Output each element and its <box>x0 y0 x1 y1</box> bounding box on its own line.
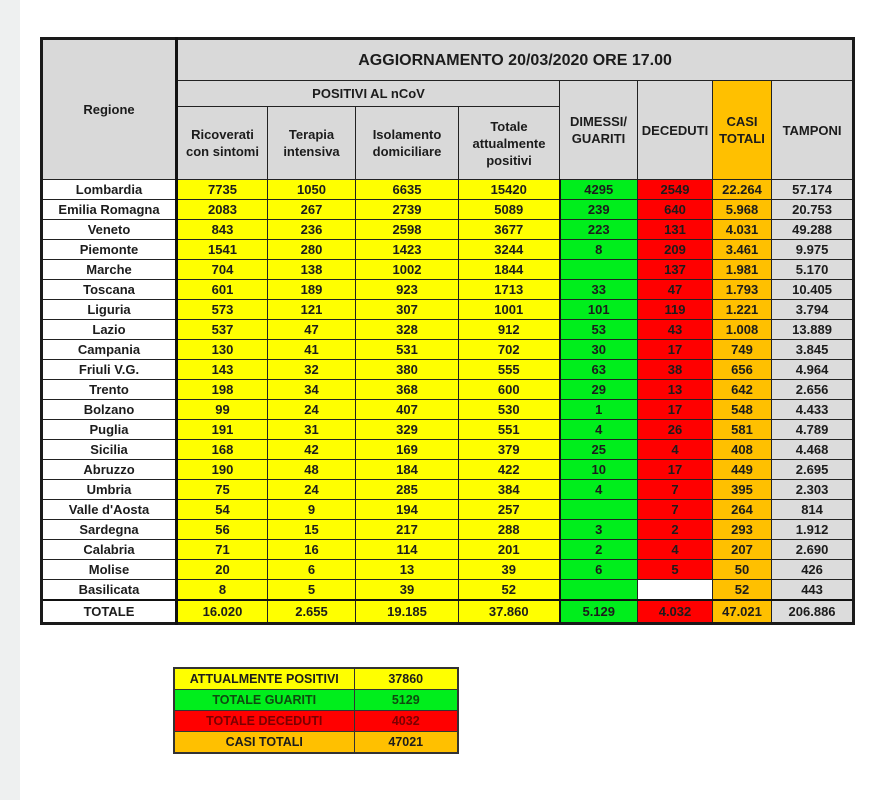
dimessi-cell: 53 <box>560 320 638 340</box>
terapia-cell: 31 <box>268 420 356 440</box>
totale-positivi-cell: 5089 <box>459 200 560 220</box>
deceduti-cell: 26 <box>638 420 713 440</box>
table-row <box>42 340 854 360</box>
dimessi-cell: 1 <box>560 400 638 420</box>
region-cell: Liguria <box>42 300 177 320</box>
dimessi-cell: 8 <box>560 240 638 260</box>
table-row <box>42 520 854 540</box>
totale-positivi-cell: 384 <box>459 480 560 500</box>
table-row <box>42 380 854 400</box>
region-cell: Puglia <box>42 420 177 440</box>
region-cell: Trento <box>42 380 177 400</box>
dimessi-cell <box>560 580 638 601</box>
totale-positivi-cell: 37.860 <box>459 600 560 624</box>
header-ricoverati: Ricoverati con sintomi <box>177 107 268 180</box>
tamponi-cell: 814 <box>772 500 854 520</box>
region-cell: Abruzzo <box>42 460 177 480</box>
deceduti-cell: 5 <box>638 560 713 580</box>
region-cell: Sardegna <box>42 520 177 540</box>
terapia-cell: 9 <box>268 500 356 520</box>
casi-totali-cell: 47.021 <box>713 600 772 624</box>
terapia-cell: 32 <box>268 360 356 380</box>
region-cell: Lazio <box>42 320 177 340</box>
table-row <box>42 220 854 240</box>
tamponi-cell: 57.174 <box>772 180 854 200</box>
table-title: AGGIORNAMENTO 20/03/2020 ORE 17.00 <box>177 39 854 81</box>
ricoverati-cell: 99 <box>177 400 268 420</box>
region-cell: Friuli V.G. <box>42 360 177 380</box>
dimessi-cell: 4 <box>560 480 638 500</box>
casi-totali-cell: 581 <box>713 420 772 440</box>
table-row <box>42 500 854 520</box>
totale-positivi-cell: 288 <box>459 520 560 540</box>
summary-value: 5129 <box>354 690 458 711</box>
casi-totali-cell: 1.221 <box>713 300 772 320</box>
terapia-cell: 138 <box>268 260 356 280</box>
table-row <box>42 540 854 560</box>
casi-totali-cell: 4.031 <box>713 220 772 240</box>
summary-row-positivi <box>174 668 458 690</box>
region-cell: Bolzano <box>42 400 177 420</box>
deceduti-cell: 47 <box>638 280 713 300</box>
header-totale-positivi: Totale attualmente positivi <box>459 107 560 180</box>
terapia-cell: 280 <box>268 240 356 260</box>
region-cell: Campania <box>42 340 177 360</box>
region-cell: Piemonte <box>42 240 177 260</box>
header-tamponi: TAMPONI <box>772 81 854 180</box>
table-row <box>42 320 854 340</box>
totale-positivi-cell: 702 <box>459 340 560 360</box>
totale-positivi-cell: 52 <box>459 580 560 601</box>
dimessi-cell: 10 <box>560 460 638 480</box>
ricoverati-cell: 20 <box>177 560 268 580</box>
deceduti-cell: 7 <box>638 480 713 500</box>
tamponi-cell: 5.170 <box>772 260 854 280</box>
terapia-cell: 34 <box>268 380 356 400</box>
ricoverati-cell: 843 <box>177 220 268 240</box>
isolamento-cell: 2739 <box>356 200 459 220</box>
dimessi-cell: 3 <box>560 520 638 540</box>
ricoverati-cell: 191 <box>177 420 268 440</box>
table-row <box>42 580 854 601</box>
dimessi-cell: 33 <box>560 280 638 300</box>
isolamento-cell: 1002 <box>356 260 459 280</box>
deceduti-cell: 13 <box>638 380 713 400</box>
tamponi-cell: 4.964 <box>772 360 854 380</box>
summary-label: TOTALE DECEDUTI <box>174 711 354 732</box>
isolamento-cell: 114 <box>356 540 459 560</box>
casi-totali-cell: 1.981 <box>713 260 772 280</box>
summary-value: 37860 <box>354 668 458 690</box>
dimessi-cell: 239 <box>560 200 638 220</box>
tamponi-cell: 10.405 <box>772 280 854 300</box>
ricoverati-cell: 143 <box>177 360 268 380</box>
table-row <box>42 460 854 480</box>
deceduti-cell: 2549 <box>638 180 713 200</box>
tamponi-cell: 9.975 <box>772 240 854 260</box>
dimessi-cell: 30 <box>560 340 638 360</box>
ricoverati-cell: 573 <box>177 300 268 320</box>
left-edge-strip <box>0 0 20 800</box>
tamponi-cell: 4.789 <box>772 420 854 440</box>
region-cell: Lombardia <box>42 180 177 200</box>
ricoverati-cell: 704 <box>177 260 268 280</box>
totale-positivi-cell: 912 <box>459 320 560 340</box>
isolamento-cell: 407 <box>356 400 459 420</box>
isolamento-cell: 307 <box>356 300 459 320</box>
isolamento-cell: 184 <box>356 460 459 480</box>
deceduti-cell: 4.032 <box>638 600 713 624</box>
casi-totali-cell: 5.968 <box>713 200 772 220</box>
terapia-cell: 16 <box>268 540 356 560</box>
ricoverati-cell: 537 <box>177 320 268 340</box>
ricoverati-cell: 16.020 <box>177 600 268 624</box>
deceduti-cell: 119 <box>638 300 713 320</box>
terapia-cell: 15 <box>268 520 356 540</box>
totale-positivi-cell: 3244 <box>459 240 560 260</box>
table-row <box>42 400 854 420</box>
casi-totali-cell: 408 <box>713 440 772 460</box>
tamponi-cell: 13.889 <box>772 320 854 340</box>
covid-regional-table <box>40 37 855 625</box>
tamponi-cell: 426 <box>772 560 854 580</box>
summary-value: 47021 <box>354 732 458 754</box>
deceduti-cell: 137 <box>638 260 713 280</box>
isolamento-cell: 2598 <box>356 220 459 240</box>
casi-totali-cell: 50 <box>713 560 772 580</box>
tamponi-cell: 2.656 <box>772 380 854 400</box>
isolamento-cell: 285 <box>356 480 459 500</box>
ricoverati-cell: 8 <box>177 580 268 601</box>
table-row <box>42 480 854 500</box>
summary-row-deceduti <box>174 711 458 732</box>
table-row <box>42 440 854 460</box>
dimessi-cell: 6 <box>560 560 638 580</box>
dimessi-cell: 29 <box>560 380 638 400</box>
ricoverati-cell: 56 <box>177 520 268 540</box>
casi-totali-cell: 548 <box>713 400 772 420</box>
terapia-cell: 41 <box>268 340 356 360</box>
casi-totali-cell: 749 <box>713 340 772 360</box>
tamponi-cell: 4.433 <box>772 400 854 420</box>
totale-positivi-cell: 1713 <box>459 280 560 300</box>
region-cell: Marche <box>42 260 177 280</box>
totale-positivi-cell: 600 <box>459 380 560 400</box>
casi-totali-cell: 264 <box>713 500 772 520</box>
totale-positivi-cell: 39 <box>459 560 560 580</box>
region-cell: Toscana <box>42 280 177 300</box>
summary-row-casi <box>174 732 458 754</box>
totale-row <box>42 600 854 624</box>
isolamento-cell: 13 <box>356 560 459 580</box>
header-regione: Regione <box>42 39 177 180</box>
isolamento-cell: 19.185 <box>356 600 459 624</box>
deceduti-cell: 4 <box>638 440 713 460</box>
tamponi-cell: 4.468 <box>772 440 854 460</box>
deceduti-cell: 43 <box>638 320 713 340</box>
deceduti-cell: 4 <box>638 540 713 560</box>
tamponi-cell: 3.794 <box>772 300 854 320</box>
terapia-cell: 24 <box>268 400 356 420</box>
header-terapia: Terapia intensiva <box>268 107 356 180</box>
isolamento-cell: 368 <box>356 380 459 400</box>
table-row <box>42 360 854 380</box>
dimessi-cell: 4 <box>560 420 638 440</box>
tamponi-cell: 1.912 <box>772 520 854 540</box>
tamponi-cell: 49.288 <box>772 220 854 240</box>
isolamento-cell: 39 <box>356 580 459 601</box>
terapia-cell: 121 <box>268 300 356 320</box>
dimessi-cell: 101 <box>560 300 638 320</box>
isolamento-cell: 169 <box>356 440 459 460</box>
table-row <box>42 280 854 300</box>
casi-totali-cell: 656 <box>713 360 772 380</box>
header-casi-totali: CASI TOTALI <box>713 81 772 180</box>
terapia-cell: 189 <box>268 280 356 300</box>
ricoverati-cell: 2083 <box>177 200 268 220</box>
isolamento-cell: 923 <box>356 280 459 300</box>
tamponi-cell: 2.303 <box>772 480 854 500</box>
region-cell: Valle d'Aosta <box>42 500 177 520</box>
dimessi-cell: 63 <box>560 360 638 380</box>
dimessi-cell: 4295 <box>560 180 638 200</box>
dimessi-cell <box>560 500 638 520</box>
table-row <box>42 240 854 260</box>
totale-positivi-cell: 1844 <box>459 260 560 280</box>
deceduti-cell: 17 <box>638 460 713 480</box>
terapia-cell: 5 <box>268 580 356 601</box>
ricoverati-cell: 1541 <box>177 240 268 260</box>
summary-value: 4032 <box>354 711 458 732</box>
summary-label: CASI TOTALI <box>174 732 354 754</box>
totale-positivi-cell: 551 <box>459 420 560 440</box>
dimessi-cell: 5.129 <box>560 600 638 624</box>
dimessi-cell: 2 <box>560 540 638 560</box>
terapia-cell: 42 <box>268 440 356 460</box>
totale-positivi-cell: 201 <box>459 540 560 560</box>
terapia-cell: 2.655 <box>268 600 356 624</box>
header-dimessi: DIMESSI/ GUARITI <box>560 81 638 180</box>
totale-positivi-cell: 530 <box>459 400 560 420</box>
tamponi-cell: 443 <box>772 580 854 601</box>
totale-positivi-cell: 257 <box>459 500 560 520</box>
deceduti-cell: 17 <box>638 400 713 420</box>
deceduti-cell: 38 <box>638 360 713 380</box>
isolamento-cell: 6635 <box>356 180 459 200</box>
terapia-cell: 1050 <box>268 180 356 200</box>
totale-positivi-cell: 15420 <box>459 180 560 200</box>
casi-totali-cell: 395 <box>713 480 772 500</box>
terapia-cell: 47 <box>268 320 356 340</box>
header-isolamento: Isolamento domiciliare <box>356 107 459 180</box>
ricoverati-cell: 190 <box>177 460 268 480</box>
table-row <box>42 560 854 580</box>
ricoverati-cell: 71 <box>177 540 268 560</box>
totale-positivi-cell: 422 <box>459 460 560 480</box>
isolamento-cell: 217 <box>356 520 459 540</box>
tamponi-cell: 20.753 <box>772 200 854 220</box>
terapia-cell: 6 <box>268 560 356 580</box>
terapia-cell: 48 <box>268 460 356 480</box>
casi-totali-cell: 1.008 <box>713 320 772 340</box>
table-row <box>42 200 854 220</box>
table-row <box>42 180 854 200</box>
ricoverati-cell: 198 <box>177 380 268 400</box>
deceduti-cell: 131 <box>638 220 713 240</box>
ricoverati-cell: 54 <box>177 500 268 520</box>
ricoverati-cell: 130 <box>177 340 268 360</box>
dimessi-cell: 223 <box>560 220 638 240</box>
terapia-cell: 24 <box>268 480 356 500</box>
deceduti-cell: 640 <box>638 200 713 220</box>
casi-totali-cell: 293 <box>713 520 772 540</box>
totale-positivi-cell: 1001 <box>459 300 560 320</box>
deceduti-cell: 2 <box>638 520 713 540</box>
dimessi-cell <box>560 260 638 280</box>
header-positivi-group: POSITIVI AL nCoV <box>177 81 560 107</box>
totale-positivi-cell: 379 <box>459 440 560 460</box>
terapia-cell: 267 <box>268 200 356 220</box>
tamponi-cell: 3.845 <box>772 340 854 360</box>
deceduti-cell: 7 <box>638 500 713 520</box>
region-cell: TOTALE <box>42 600 177 624</box>
casi-totali-cell: 22.264 <box>713 180 772 200</box>
ricoverati-cell: 168 <box>177 440 268 460</box>
header-deceduti: DECEDUTI <box>638 81 713 180</box>
casi-totali-cell: 449 <box>713 460 772 480</box>
terapia-cell: 236 <box>268 220 356 240</box>
isolamento-cell: 328 <box>356 320 459 340</box>
casi-totali-cell: 3.461 <box>713 240 772 260</box>
region-cell: Veneto <box>42 220 177 240</box>
table-row <box>42 260 854 280</box>
table-row <box>42 300 854 320</box>
deceduti-cell <box>638 580 713 601</box>
summary-row-guariti <box>174 690 458 711</box>
ricoverati-cell: 601 <box>177 280 268 300</box>
summary-label: TOTALE GUARITI <box>174 690 354 711</box>
ricoverati-cell: 75 <box>177 480 268 500</box>
ricoverati-cell: 7735 <box>177 180 268 200</box>
casi-totali-cell: 52 <box>713 580 772 601</box>
isolamento-cell: 329 <box>356 420 459 440</box>
deceduti-cell: 17 <box>638 340 713 360</box>
region-cell: Sicilia <box>42 440 177 460</box>
region-cell: Emilia Romagna <box>42 200 177 220</box>
region-cell: Umbria <box>42 480 177 500</box>
isolamento-cell: 531 <box>356 340 459 360</box>
dimessi-cell: 25 <box>560 440 638 460</box>
casi-totali-cell: 207 <box>713 540 772 560</box>
isolamento-cell: 380 <box>356 360 459 380</box>
isolamento-cell: 1423 <box>356 240 459 260</box>
totale-positivi-cell: 555 <box>459 360 560 380</box>
tamponi-cell: 206.886 <box>772 600 854 624</box>
tamponi-cell: 2.695 <box>772 460 854 480</box>
region-cell: Calabria <box>42 540 177 560</box>
summary-box <box>173 667 459 754</box>
isolamento-cell: 194 <box>356 500 459 520</box>
region-cell: Molise <box>42 560 177 580</box>
casi-totali-cell: 1.793 <box>713 280 772 300</box>
tamponi-cell: 2.690 <box>772 540 854 560</box>
totale-positivi-cell: 3677 <box>459 220 560 240</box>
summary-label: ATTUALMENTE POSITIVI <box>174 668 354 690</box>
region-cell: Basilicata <box>42 580 177 601</box>
table-row <box>42 420 854 440</box>
deceduti-cell: 209 <box>638 240 713 260</box>
casi-totali-cell: 642 <box>713 380 772 400</box>
